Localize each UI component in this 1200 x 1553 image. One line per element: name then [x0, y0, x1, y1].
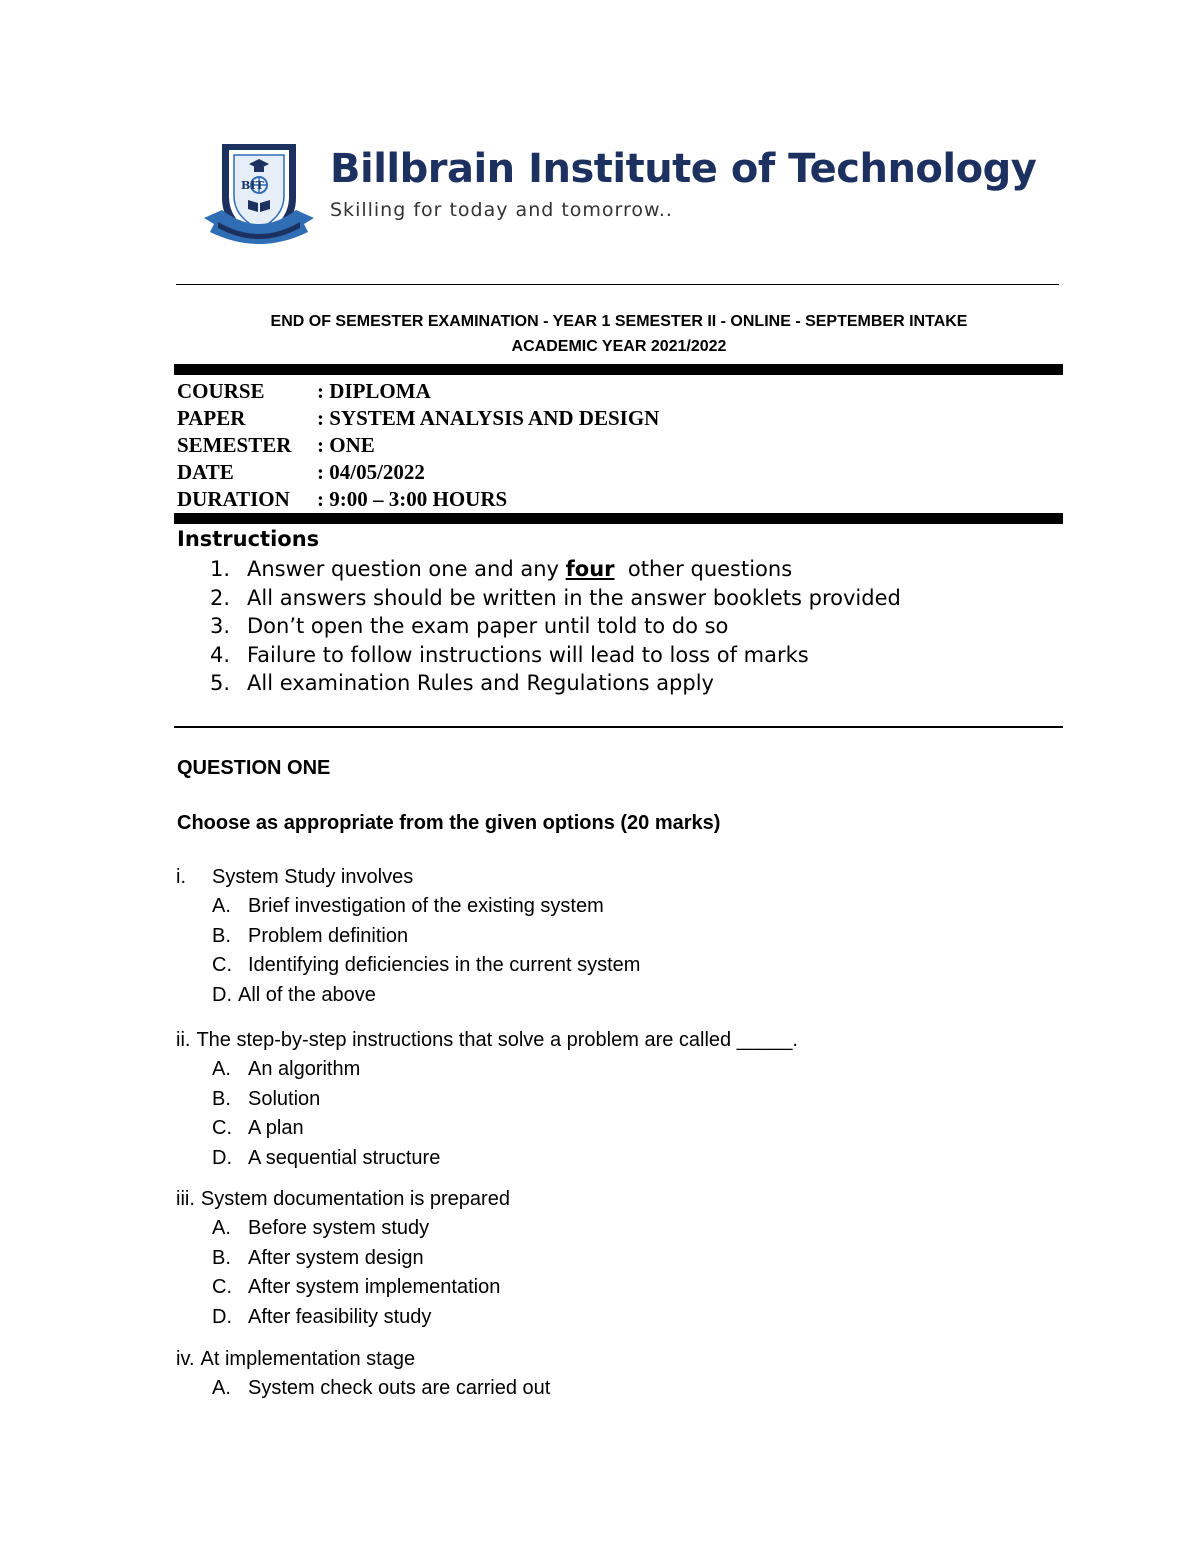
option-a — [212, 1055, 798, 1085]
detail-value: : ONE — [317, 433, 375, 457]
option-text: All of the above — [238, 983, 376, 1006]
option-letter: C. — [212, 1276, 232, 1298]
option-text: After system implementation — [248, 1276, 501, 1298]
option-a — [212, 1214, 510, 1244]
option-a — [212, 892, 640, 922]
options-list — [176, 1055, 798, 1173]
instruction-text: Failure to follow instructions will lead to loss of marks — [247, 642, 809, 667]
option-text: An algorithm — [248, 1058, 361, 1080]
instruction-text-pre: Answer question one and any — [247, 557, 566, 581]
institute-name: Billbrain Institute of Technology — [330, 146, 1037, 192]
instruction-item — [210, 584, 901, 613]
instructions-list — [210, 555, 901, 698]
option-d — [212, 981, 640, 1011]
question-text — [176, 862, 640, 892]
details-top-bar — [174, 364, 1063, 375]
logo-text: BIT — [241, 179, 264, 192]
option-text: Brief investigation of the existing system — [248, 895, 604, 917]
instruction-text: All answers should be written in the answer booklets provided — [247, 585, 901, 610]
option-text: After feasibility study — [248, 1305, 432, 1328]
detail-key: DURATION — [177, 487, 290, 511]
question-number: iii. — [176, 1188, 195, 1210]
question-i — [176, 862, 640, 1010]
option-text: Identifying deficiencies in the current system — [248, 954, 641, 976]
option-letter: B. — [212, 1087, 231, 1110]
detail-value: : DIPLOMA — [317, 379, 431, 403]
question-one-title: QUESTION ONE — [177, 757, 331, 779]
institute-logo — [200, 136, 318, 254]
detail-key: PAPER — [177, 406, 246, 430]
academic-year: ACADEMIC YEAR 2021/2022 — [511, 338, 727, 355]
question-stem: System Study involves — [212, 866, 414, 888]
question-stem: System documentation is prepared — [200, 1188, 510, 1210]
question-number: i. — [176, 866, 186, 888]
option-letter: D. — [212, 983, 232, 1006]
question-ii — [176, 1025, 798, 1173]
exam-title: END OF SEMESTER EXAMINATION - YEAR 1 SEMESTER II - ONLINE - SEPTEMBER INTAKE — [270, 313, 968, 330]
instructions-heading: Instructions — [177, 527, 320, 551]
instruction-number: 1. — [210, 557, 231, 581]
question-iv — [176, 1344, 550, 1404]
option-b — [212, 1085, 798, 1115]
question-number: iv. — [176, 1348, 195, 1370]
option-letter: C. — [212, 954, 232, 976]
instruction-item — [210, 669, 901, 698]
option-letter: C. — [212, 1117, 232, 1139]
question-one-instruction: Choose as appropriate from the given options (20 marks) — [177, 812, 721, 834]
question-text — [176, 1025, 798, 1055]
instruction-number: 2. — [210, 585, 231, 610]
detail-course — [177, 378, 659, 405]
option-text: A plan — [248, 1117, 304, 1139]
option-letter: A. — [212, 1217, 231, 1239]
option-d — [212, 1303, 510, 1333]
instruction-emphasis: four — [565, 557, 615, 581]
instruction-number: 4. — [210, 642, 231, 667]
option-b — [212, 922, 640, 952]
option-text: After system design — [248, 1246, 424, 1269]
option-c — [212, 951, 640, 981]
detail-duration — [177, 486, 659, 513]
detail-key: COURSE — [177, 379, 265, 403]
option-letter: A. — [212, 1377, 231, 1399]
option-letter: B. — [212, 1246, 231, 1269]
option-text: Solution — [248, 1087, 321, 1110]
question-text — [176, 1344, 550, 1374]
section-divider — [174, 726, 1063, 728]
instruction-item — [210, 612, 901, 641]
detail-value: : 04/05/2022 — [317, 460, 425, 484]
option-text: A sequential structure — [248, 1146, 441, 1169]
option-text: Problem definition — [248, 924, 409, 947]
question-stem: The step-by-step instructions that solve a problem are called _____. — [196, 1029, 798, 1051]
option-letter: D. — [212, 1146, 232, 1169]
instruction-text: Don’t open the exam paper until told to do so — [247, 614, 729, 638]
option-c — [212, 1114, 798, 1144]
option-letter: B. — [212, 924, 231, 947]
detail-key: SEMESTER — [177, 433, 292, 457]
instruction-text — [247, 555, 792, 584]
option-d — [212, 1144, 798, 1174]
instruction-item — [210, 641, 901, 670]
exam-details — [177, 378, 659, 513]
option-letter: A. — [212, 1058, 231, 1080]
question-stem: At implementation stage — [200, 1348, 416, 1370]
question-iii — [176, 1184, 510, 1332]
detail-paper — [177, 405, 659, 432]
options-list — [176, 892, 640, 1010]
instruction-text-post: other questions — [614, 557, 793, 581]
option-letter: A. — [212, 895, 231, 917]
instruction-item — [210, 555, 901, 584]
instruction-text: All examination Rules and Regulations apply — [247, 671, 714, 695]
institute-tagline: Skilling for today and tomorrow.. — [330, 199, 673, 221]
options-list — [176, 1214, 510, 1332]
detail-semester — [177, 432, 659, 459]
details-bottom-bar — [174, 513, 1063, 524]
detail-value: : 9:00 – 3:00 HOURS — [317, 487, 508, 511]
option-c — [212, 1273, 510, 1303]
question-text — [176, 1184, 510, 1214]
question-number: ii. — [176, 1029, 191, 1051]
option-a — [212, 1374, 550, 1404]
options-list — [176, 1374, 550, 1404]
detail-date — [177, 459, 659, 486]
option-b — [212, 1244, 510, 1274]
detail-value: : SYSTEM ANALYSIS AND DESIGN — [317, 406, 660, 430]
option-letter: D. — [212, 1305, 232, 1328]
instruction-number: 5. — [210, 671, 231, 695]
detail-key: DATE — [177, 460, 234, 484]
option-text: System check outs are carried out — [248, 1377, 551, 1399]
option-text: Before system study — [248, 1217, 430, 1239]
header-divider — [176, 284, 1059, 285]
instruction-number: 3. — [210, 614, 231, 638]
